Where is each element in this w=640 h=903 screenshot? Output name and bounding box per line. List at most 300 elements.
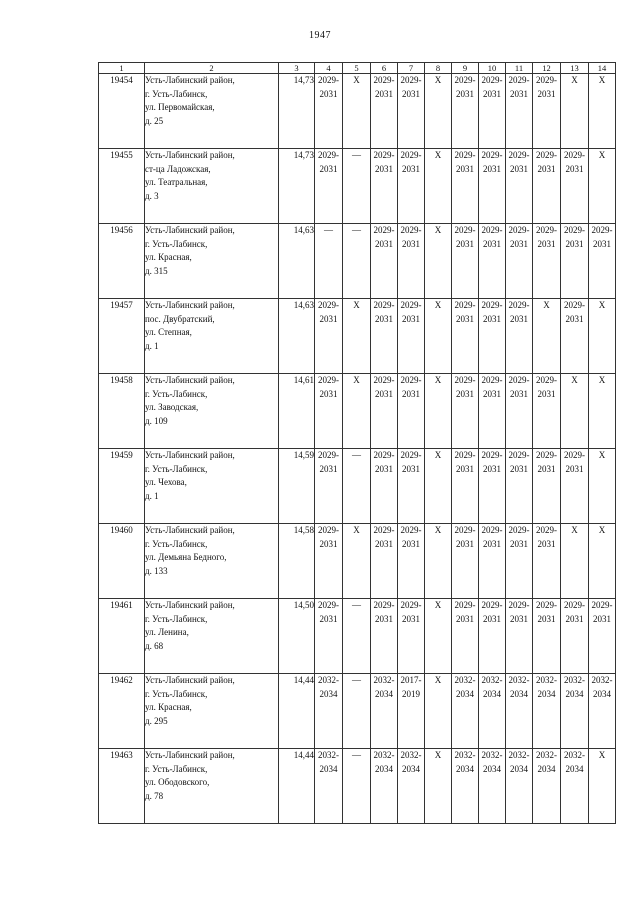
row-number: 19459 (99, 449, 145, 524)
year-part: 2029- (481, 150, 503, 160)
year-part: 2029- (508, 300, 530, 310)
year-part: 2031 (456, 238, 474, 249)
year-part: 2029- (508, 450, 530, 460)
year-part: 2034 (537, 763, 556, 774)
year-part: 2031 (456, 463, 474, 474)
year-part: 2032- (481, 675, 503, 685)
row-number: 19461 (99, 599, 145, 674)
year-range-cell (371, 674, 398, 749)
year-part: 2031 (402, 163, 420, 174)
year-part: 2031 (510, 313, 528, 324)
score-cell: 14,44 (279, 749, 315, 824)
page-number: 1947 (309, 30, 331, 41)
year-range-cell (506, 149, 533, 224)
table-row (99, 524, 616, 599)
address-line: г. Усть-Лабинск, (145, 238, 208, 249)
column-header-10: 10 (479, 63, 506, 74)
x-mark-cell: X (561, 524, 589, 599)
column-header-12: 12 (533, 63, 561, 74)
year-part: 2032- (508, 750, 530, 760)
table-row (99, 74, 616, 149)
year-range-cell (506, 449, 533, 524)
year-part: 2031 (402, 613, 420, 624)
year-part: 2029- (508, 375, 530, 385)
row-number: 19456 (99, 224, 145, 299)
year-part: 2031 (319, 313, 338, 324)
dash-cell: — (343, 749, 371, 824)
year-range-cell (315, 599, 343, 674)
year-range-cell (371, 299, 398, 374)
year-part: 2031 (456, 613, 474, 624)
address-line: г. Усть-Лабинск, (145, 538, 208, 549)
year-part: 2029- (481, 450, 503, 460)
year-range-cell (398, 224, 425, 299)
year-range-cell (589, 224, 616, 299)
year-part: 2034 (319, 763, 338, 774)
column-header-1: 1 (99, 63, 145, 74)
row-number: 19457 (99, 299, 145, 374)
year-part: 2029- (400, 300, 422, 310)
year-part: 2029- (318, 525, 339, 535)
year-part: 2031 (510, 88, 528, 99)
year-part: 2029- (454, 525, 476, 535)
row-number: 19463 (99, 749, 145, 824)
year-range-cell (533, 449, 561, 524)
year-part: 2032- (373, 750, 395, 760)
year-part: 2029- (591, 600, 613, 610)
year-part: 2031 (537, 163, 556, 174)
year-part: 2031 (565, 163, 584, 174)
year-part: 2031 (375, 313, 393, 324)
year-part: 2031 (483, 313, 501, 324)
year-range-cell (315, 674, 343, 749)
year-part: 2029- (318, 300, 339, 310)
address-line: Усть-Лабинский район, (145, 225, 235, 235)
year-part: 2032- (454, 675, 476, 685)
year-range-cell (398, 74, 425, 149)
row-number: 19455 (99, 149, 145, 224)
address-line: ул. Степная, (145, 327, 192, 337)
year-part: 2031 (483, 538, 501, 549)
year-range-cell (371, 74, 398, 149)
year-part: 2029- (481, 375, 503, 385)
table-row (99, 149, 616, 224)
year-part: 2029- (508, 600, 530, 610)
year-part: 2029- (400, 525, 422, 535)
year-range-cell (452, 674, 479, 749)
x-mark-cell: X (425, 74, 452, 149)
table-row (99, 599, 616, 674)
year-range-cell (479, 599, 506, 674)
year-part: 2029- (508, 75, 530, 85)
year-range-cell (479, 374, 506, 449)
year-part: 2031 (456, 163, 474, 174)
address-line: Усть-Лабинский район, (145, 75, 235, 85)
year-part: 2029- (454, 600, 476, 610)
x-mark-cell: X (589, 524, 616, 599)
year-part: 2031 (593, 613, 611, 624)
year-part: 2029- (400, 600, 422, 610)
year-part: 2031 (510, 163, 528, 174)
score-cell: 14,73 (279, 149, 315, 224)
year-part: 2029- (454, 450, 476, 460)
year-part: 2032- (591, 675, 613, 685)
year-part: 2029- (373, 450, 395, 460)
year-part: 2029- (373, 600, 395, 610)
year-part: 2031 (565, 463, 584, 474)
year-part: 2034 (565, 763, 584, 774)
year-range-cell (479, 749, 506, 824)
year-range-cell (315, 524, 343, 599)
address-line: д. 78 (145, 790, 164, 801)
year-part: 2032- (508, 675, 530, 685)
year-part: 2029- (318, 150, 339, 160)
year-part: 2031 (402, 238, 420, 249)
x-mark-cell: X (343, 524, 371, 599)
x-mark-cell: X (589, 74, 616, 149)
year-part: 2029- (373, 300, 395, 310)
x-mark-cell: X (589, 449, 616, 524)
year-range-cell (506, 374, 533, 449)
year-part: 2029- (318, 450, 339, 460)
year-part: 2031 (565, 613, 584, 624)
dash-cell: — (343, 149, 371, 224)
year-part: 2031 (375, 238, 393, 249)
year-part: 2029- (564, 225, 585, 235)
year-part: 2031 (565, 313, 584, 324)
score-cell: 14,44 (279, 674, 315, 749)
address-cell (145, 224, 279, 299)
x-mark-cell: X (425, 449, 452, 524)
column-header-9: 9 (452, 63, 479, 74)
year-range-cell (561, 599, 589, 674)
year-range-cell (398, 149, 425, 224)
year-range-cell (561, 299, 589, 374)
x-mark-cell: X (343, 74, 371, 149)
year-range-cell (561, 749, 589, 824)
year-part: 2031 (510, 388, 528, 399)
year-part: 2032- (318, 675, 339, 685)
year-part: 2029- (591, 225, 613, 235)
year-part: 2029- (536, 375, 557, 385)
x-mark-cell: X (425, 299, 452, 374)
year-part: 2029- (564, 600, 585, 610)
year-range-cell (479, 74, 506, 149)
year-range-cell (479, 674, 506, 749)
year-part: 2031 (456, 313, 474, 324)
year-part: 2031 (319, 463, 338, 474)
year-range-cell (398, 674, 425, 749)
year-part: 2029- (536, 600, 557, 610)
year-range-cell (452, 74, 479, 149)
address-cell (145, 374, 279, 449)
year-part: 2029- (564, 300, 585, 310)
year-part: 2029- (400, 450, 422, 460)
x-mark-cell: X (343, 374, 371, 449)
year-range-cell (589, 599, 616, 674)
address-line: ул. Театральная, (145, 177, 208, 187)
year-part: 2031 (565, 238, 584, 249)
column-header-6: 6 (371, 63, 398, 74)
year-range-cell (479, 149, 506, 224)
year-part: 2031 (402, 538, 420, 549)
address-line: г. Усть-Лабинск, (145, 388, 208, 399)
score-cell: 14,61 (279, 374, 315, 449)
year-part: 2034 (375, 763, 393, 774)
x-mark-cell: X (425, 224, 452, 299)
address-line: Усть-Лабинский район, (145, 750, 235, 760)
year-part: 2032- (536, 750, 557, 760)
year-range-cell (371, 749, 398, 824)
year-range-cell (452, 299, 479, 374)
year-range-cell (561, 224, 589, 299)
address-line: д. 133 (145, 565, 168, 576)
year-range-cell (315, 74, 343, 149)
year-part: 2031 (483, 388, 501, 399)
address-line: д. 295 (145, 715, 168, 726)
year-range-cell (533, 674, 561, 749)
table-row (99, 449, 616, 524)
year-part: 2031 (402, 313, 420, 324)
year-part: 2032- (318, 750, 339, 760)
year-part: 2029- (373, 225, 395, 235)
year-part: 2029- (373, 525, 395, 535)
address-line: г. Усть-Лабинск, (145, 763, 208, 774)
year-part: 2034 (483, 763, 501, 774)
x-mark-cell: X (589, 374, 616, 449)
year-part: 2034 (483, 688, 501, 699)
year-range-cell (533, 749, 561, 824)
year-range-cell (452, 524, 479, 599)
year-part: 2019 (402, 688, 420, 699)
year-part: 2029- (536, 225, 557, 235)
year-part: 2031 (510, 463, 528, 474)
year-part: 2029- (481, 525, 503, 535)
dash-cell: — (315, 224, 343, 299)
year-range-cell (452, 599, 479, 674)
year-part: 2029- (318, 600, 339, 610)
dash-cell: — (343, 449, 371, 524)
address-line: г. Усть-Лабинск, (145, 463, 208, 474)
year-part: 2034 (565, 688, 584, 699)
year-range-cell (452, 749, 479, 824)
year-range-cell (371, 599, 398, 674)
column-header-3: 3 (279, 63, 315, 74)
address-line: г. Усть-Лабинск, (145, 613, 208, 624)
year-part: 2029- (318, 375, 339, 385)
year-range-cell (506, 599, 533, 674)
year-range-cell (589, 674, 616, 749)
year-part: 2034 (510, 763, 528, 774)
address-line: ул. Заводская, (145, 402, 199, 412)
address-cell (145, 599, 279, 674)
year-range-cell (533, 599, 561, 674)
x-mark-cell: X (589, 749, 616, 824)
year-range-cell (533, 524, 561, 599)
address-line: ст-ца Ладожская, (145, 163, 211, 174)
year-range-cell (398, 374, 425, 449)
x-mark-cell: X (425, 149, 452, 224)
address-line: д. 25 (145, 115, 164, 126)
x-mark-cell: X (343, 299, 371, 374)
address-line: ул. Первомайская, (145, 102, 215, 112)
year-part: 2029- (454, 225, 476, 235)
year-part: 2034 (375, 688, 393, 699)
address-line: Усть-Лабинский район, (145, 300, 235, 310)
address-cell (145, 299, 279, 374)
address-cell (145, 749, 279, 824)
year-part: 2031 (483, 88, 501, 99)
row-number: 19462 (99, 674, 145, 749)
year-part: 2031 (319, 388, 338, 399)
year-part: 2029- (454, 300, 476, 310)
column-header-row (99, 63, 616, 74)
year-part: 2031 (537, 88, 556, 99)
year-part: 2031 (510, 538, 528, 549)
row-number: 19454 (99, 74, 145, 149)
table-row (99, 224, 616, 299)
column-header-14: 14 (589, 63, 616, 74)
year-range-cell (533, 374, 561, 449)
year-range-cell (371, 524, 398, 599)
year-part: 2034 (456, 688, 474, 699)
year-part: 2017- (400, 675, 422, 685)
year-part: 2029- (508, 150, 530, 160)
year-part: 2031 (510, 613, 528, 624)
address-line: ул. Чехова, (145, 477, 187, 487)
address-cell (145, 149, 279, 224)
score-cell: 14,63 (279, 224, 315, 299)
year-part: 2029- (536, 150, 557, 160)
year-range-cell (452, 224, 479, 299)
year-part: 2031 (375, 88, 393, 99)
address-line: д. 68 (145, 640, 164, 651)
year-range-cell (315, 149, 343, 224)
address-line: г. Усть-Лабинск, (145, 88, 208, 99)
year-range-cell (506, 749, 533, 824)
year-part: 2031 (510, 238, 528, 249)
year-part: 2029- (400, 375, 422, 385)
year-part: 2031 (375, 388, 393, 399)
address-line: Усть-Лабинский район, (145, 675, 235, 685)
year-range-cell (561, 674, 589, 749)
x-mark-cell: X (425, 374, 452, 449)
year-part: 2031 (402, 463, 420, 474)
dash-cell: — (343, 224, 371, 299)
x-mark-cell: X (425, 524, 452, 599)
address-cell (145, 74, 279, 149)
year-range-cell (561, 449, 589, 524)
year-part: 2031 (375, 163, 393, 174)
year-part: 2031 (319, 88, 338, 99)
address-line: пос. Двубратский, (145, 313, 215, 324)
x-mark-cell: X (561, 74, 589, 149)
year-part: 2029- (481, 225, 503, 235)
year-part: 2031 (537, 463, 556, 474)
year-part: 2031 (483, 463, 501, 474)
year-part: 2029- (536, 75, 557, 85)
row-number: 19458 (99, 374, 145, 449)
year-part: 2029- (373, 375, 395, 385)
year-part: 2031 (402, 88, 420, 99)
year-range-cell (371, 449, 398, 524)
year-range-cell (398, 449, 425, 524)
address-line: ул. Красная, (145, 252, 192, 262)
x-mark-cell: X (589, 299, 616, 374)
address-line: д. 1 (145, 340, 159, 351)
year-part: 2031 (375, 613, 393, 624)
table-row (99, 674, 616, 749)
year-part: 2032- (536, 675, 557, 685)
year-part: 2029- (564, 450, 585, 460)
score-cell: 14,58 (279, 524, 315, 599)
address-line: Усть-Лабинский район, (145, 150, 235, 160)
year-range-cell (479, 524, 506, 599)
year-range-cell (371, 149, 398, 224)
year-range-cell (479, 299, 506, 374)
address-line: Усть-Лабинский район, (145, 600, 235, 610)
x-mark-cell: X (425, 749, 452, 824)
address-line: д. 315 (145, 265, 168, 276)
year-range-cell (533, 149, 561, 224)
year-range-cell (506, 524, 533, 599)
column-header-13: 13 (561, 63, 589, 74)
address-line: ул. Демьяна Бедного, (145, 552, 227, 562)
year-part: 2029- (454, 150, 476, 160)
year-range-cell (452, 374, 479, 449)
address-line: д. 3 (145, 190, 159, 201)
year-part: 2034 (593, 688, 611, 699)
year-range-cell (452, 449, 479, 524)
x-mark-cell: X (425, 674, 452, 749)
year-part: 2031 (319, 613, 338, 624)
year-part: 2032- (373, 675, 395, 685)
year-part: 2029- (400, 150, 422, 160)
address-cell (145, 674, 279, 749)
year-part: 2031 (456, 388, 474, 399)
score-cell: 14,59 (279, 449, 315, 524)
table-row (99, 374, 616, 449)
year-part: 2029- (508, 225, 530, 235)
column-header-11: 11 (506, 63, 533, 74)
year-range-cell (506, 74, 533, 149)
year-range-cell (479, 224, 506, 299)
year-part: 2031 (537, 613, 556, 624)
year-range-cell (479, 449, 506, 524)
column-header-8: 8 (425, 63, 452, 74)
x-mark-cell: X (589, 149, 616, 224)
score-cell: 14,50 (279, 599, 315, 674)
year-range-cell (398, 749, 425, 824)
year-range-cell (371, 374, 398, 449)
year-part: 2031 (319, 538, 338, 549)
year-part: 2029- (481, 75, 503, 85)
x-mark-cell: X (425, 599, 452, 674)
year-part: 2032- (400, 750, 422, 760)
year-part: 2031 (375, 538, 393, 549)
address-cell (145, 449, 279, 524)
year-range-cell (533, 74, 561, 149)
dash-cell: — (343, 674, 371, 749)
year-range-cell (506, 674, 533, 749)
x-mark-cell: X (533, 299, 561, 374)
address-cell (145, 524, 279, 599)
year-range-cell (506, 299, 533, 374)
address-line: ул. Ленина, (145, 627, 189, 637)
year-range-cell (371, 224, 398, 299)
year-range-cell (315, 299, 343, 374)
year-part: 2029- (481, 600, 503, 610)
